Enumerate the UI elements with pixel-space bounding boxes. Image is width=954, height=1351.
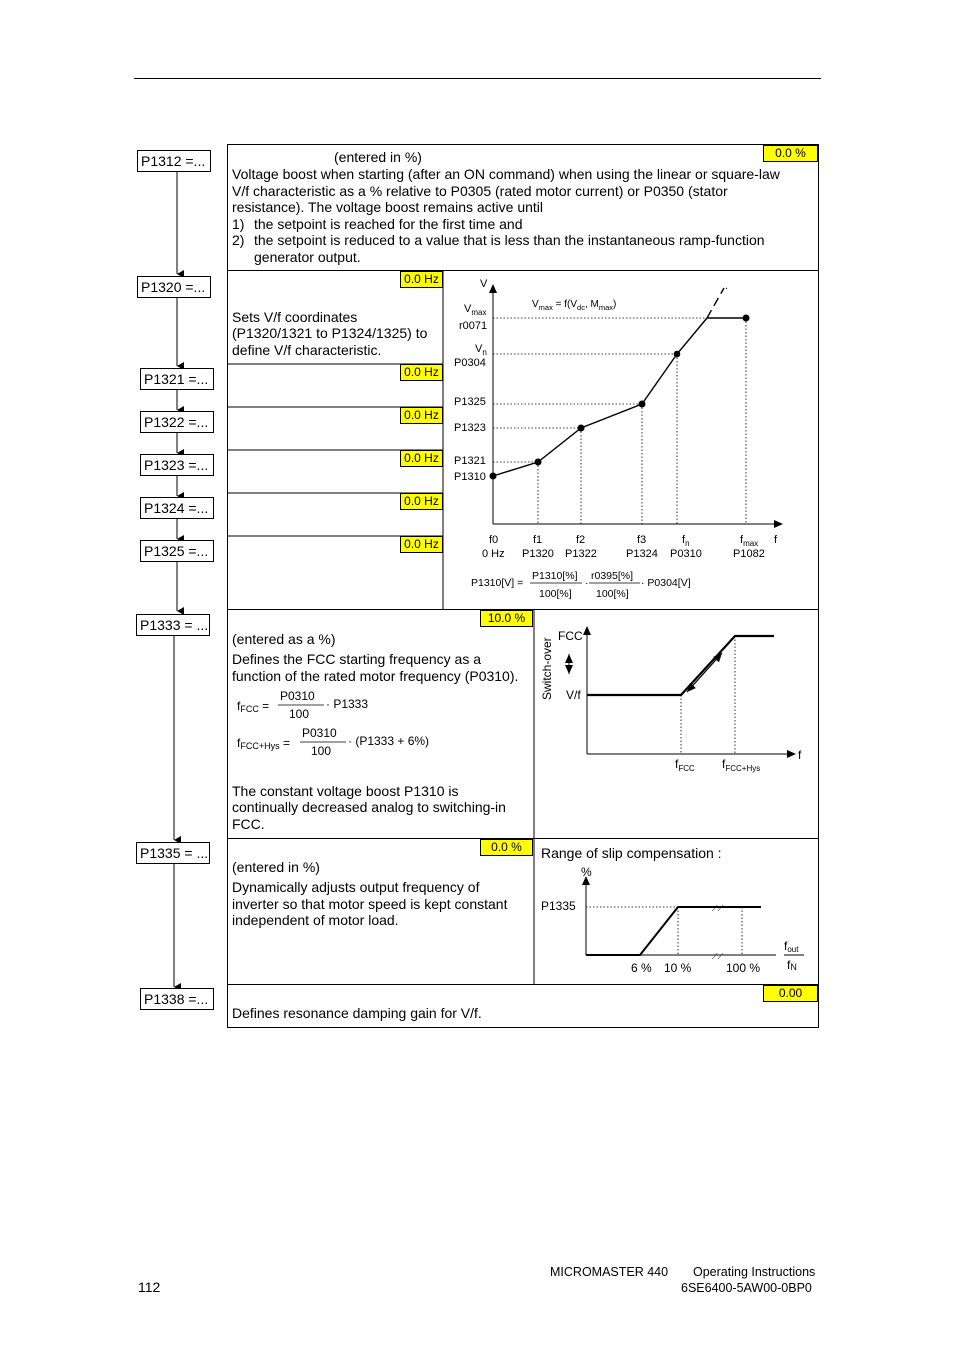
vf-x-label-fn: $f_n$ (682, 534, 690, 548)
header-rule (134, 78, 821, 79)
slip-desc-2: inverter so that motor speed is kept constant (232, 896, 508, 912)
vf-y-label-p1310: P1310 (454, 471, 486, 483)
vf-vn-param: P0304 (454, 357, 486, 369)
vf-y-label-p1325: P1325 (454, 396, 486, 408)
vf-x-label-f0: f0 (489, 534, 499, 546)
param-p1323: P1323 =... (140, 454, 214, 476)
vf-value-p1325: 0.0 Hz (400, 536, 443, 553)
resonance-value: 0.00 (763, 985, 818, 1002)
vf-x-label-fmax: $f_{max}$ (740, 534, 759, 548)
vf-x-axis-label: f (774, 534, 778, 546)
slip-value: 0.0 % (480, 839, 533, 856)
fcc-unit-note: (entered as a %) (232, 631, 336, 647)
vf-desc-2: (P1320/1321 to P1324/1325) to (232, 325, 428, 341)
boost-unit-note: (entered in %) (334, 149, 422, 165)
slip-fn-label: fN (787, 958, 797, 972)
boost-value: 0.0 % (763, 145, 818, 162)
vf-value-p1324: 0.0 Hz (400, 493, 443, 510)
fcc-x-axis-label: f (798, 748, 802, 762)
vf-p1310-formula (471, 570, 691, 600)
param-p1324: P1324 =... (140, 497, 214, 519)
fcc-switchover-label: Switch-over (540, 637, 554, 700)
slip-y-axis-label: % (581, 865, 592, 879)
fcc-note-2: continually decreased analog to switching-in (232, 799, 506, 815)
vf-x-param-p1082: P1082 (733, 548, 765, 560)
fcc-note-1: The constant voltage boost P1310 is (232, 783, 459, 799)
vf-y-label-p1321: P1321 (454, 455, 486, 467)
fcc-formula-2-den: 100 (311, 744, 332, 758)
vf-y-label-p1323: P1323 (454, 422, 486, 434)
footer-doc-type: Operating Instructions (693, 1265, 816, 1279)
svg-text:100[%]: 100[%] (596, 588, 629, 600)
vf-x-param-p0310: P0310 (670, 548, 702, 560)
vf-extrapolation (707, 288, 724, 318)
vf-x-param-0hz: 0 Hz (482, 548, 505, 560)
boost-item2-number: 2) (232, 232, 245, 248)
vf-vmax-label: $V_{max}$ (464, 303, 487, 317)
boost-desc-1: Voltage boost when starting (after an ON command) when using the linear or square-law (232, 166, 780, 182)
vf-points (490, 315, 750, 480)
svg-text:r0395[%]: r0395[%] (591, 570, 634, 582)
param-p1312: P1312 =... (137, 150, 211, 172)
fcc-desc-1: Defines the FCC starting frequency as a (232, 651, 482, 667)
slip-y-label-p1335: P1335 (541, 899, 576, 913)
footer-product: MICROMASTER 440 (550, 1265, 669, 1279)
slip-desc-1: Dynamically adjusts output frequency of (232, 879, 480, 895)
vf-characteristic-graph (445, 272, 817, 608)
fcc-curve (587, 636, 774, 695)
resonance-desc: Defines resonance damping gain for V/f. (232, 1005, 482, 1021)
fcc-desc-2: function of the rated motor frequency (P0310). (232, 668, 519, 684)
vf-x-label-f1: f1 (533, 534, 543, 546)
slip-compensation-graph (536, 862, 816, 982)
vf-value-p1322: 0.0 Hz (400, 407, 443, 424)
vf-x-param-p1324: P1324 (626, 548, 658, 560)
param-p1338: P1338 =... (140, 988, 214, 1010)
vf-desc-3: define V/f characteristic. (232, 342, 382, 358)
param-p1322: P1322 =... (140, 411, 214, 433)
slip-fout-label: fout (784, 939, 799, 954)
fcc-formula-1-tail: · P1333 (326, 697, 369, 711)
vf-vmax-param: r0071 (459, 320, 488, 332)
vf-value-p1321: 0.0 Hz (400, 364, 443, 381)
vf-vn-label: $V_n$ (475, 343, 487, 357)
svg-text:P1310[%]: P1310[%] (532, 570, 578, 582)
boost-desc-3: resistance). The voltage boost remains active until (232, 199, 544, 215)
fcc-ffcc-label: $f_{FCC}$ (675, 757, 695, 773)
fcc-formula-2-num: P0310 (302, 726, 337, 740)
vf-x-param-p1320: P1320 (522, 548, 554, 560)
slip-curve (586, 907, 761, 955)
fcc-ffcchys-label: $f_{FCC+Hys}$ (722, 757, 761, 773)
boost-item2-text-b: generator output. (254, 249, 361, 265)
footer-order-number: 6SE6400-5AW00-0BP0 (681, 1281, 812, 1295)
boost-desc-2: V/f characteristic as a % relative to P0305 (rated motor current) or P0350 (stator (232, 183, 728, 199)
svg-text:·: · (585, 577, 589, 589)
fcc-formula-2-lhs: fFCC+Hys = (237, 736, 290, 751)
svg-text:100[%]: 100[%] (539, 588, 572, 600)
fcc-formula-1-den: 100 (289, 707, 310, 721)
fcc-value: 10.0 % (480, 610, 533, 627)
vf-guide-lines (493, 318, 746, 524)
fcc-formula-1-num: P0310 (280, 689, 315, 703)
boost-item1-number: 1) (232, 216, 245, 232)
param-p1325: P1325 =... (140, 540, 214, 562)
fcc-formulas (232, 686, 482, 766)
fcc-fcc-label: FCC (558, 629, 583, 643)
vf-value-p1323: 0.0 Hz (400, 450, 443, 467)
vf-x-label-f3: f3 (637, 534, 647, 546)
svg-text:P1310[V] =: P1310[V] = (471, 577, 524, 589)
fcc-formula-1-lhs: fFCC = (237, 699, 270, 714)
slip-x-label-100: 100 % (726, 961, 761, 975)
vf-desc-1: Sets V/f coordinates (232, 309, 358, 325)
fcc-switchover-graph (536, 612, 816, 836)
boost-item1-text: the setpoint is reached for the first time and (254, 216, 523, 232)
param-p1335: P1335 = ... (136, 842, 210, 864)
slip-desc-3: independent of motor load. (232, 912, 399, 928)
slip-break-mark-top: ⟋⟋ (712, 904, 724, 913)
param-p1333: P1333 = ... (136, 614, 210, 636)
slip-graph-title: Range of slip compensation : (541, 845, 722, 861)
fcc-vf-label: V/f (566, 688, 581, 702)
vf-value-p1320: 0.0 Hz (400, 271, 443, 288)
fcc-note-3: FCC. (232, 816, 265, 832)
fcc-formula-2-tail: · (P1333 + 6%) (348, 734, 430, 748)
vf-curve (493, 318, 746, 476)
vf-x-label-f2: f2 (576, 534, 586, 546)
param-p1320: P1320 =... (137, 276, 211, 298)
vf-vmax-formula: $V_{max} = f(V_{dc}$, $M_{max}$) (532, 299, 617, 312)
boost-item2-text-a: the setpoint is reduced to a value that is less than the instantaneous ramp-function (254, 232, 765, 248)
vf-y-axis-label: V (480, 278, 488, 290)
slip-unit-note: (entered in %) (232, 859, 320, 875)
slip-x-label-6: 6 % (631, 961, 652, 975)
slip-x-label-10: 10 % (664, 961, 692, 975)
svg-text:· P0304[V]: · P0304[V] (641, 577, 691, 589)
vf-dot-mark: . (725, 280, 729, 292)
param-p1321: P1321 =... (140, 368, 214, 390)
vf-x-param-p1322: P1322 (565, 548, 597, 560)
footer-page-number: 112 (138, 1279, 161, 1295)
slip-break-mark-bottom: ⟋⟋ (712, 952, 724, 961)
